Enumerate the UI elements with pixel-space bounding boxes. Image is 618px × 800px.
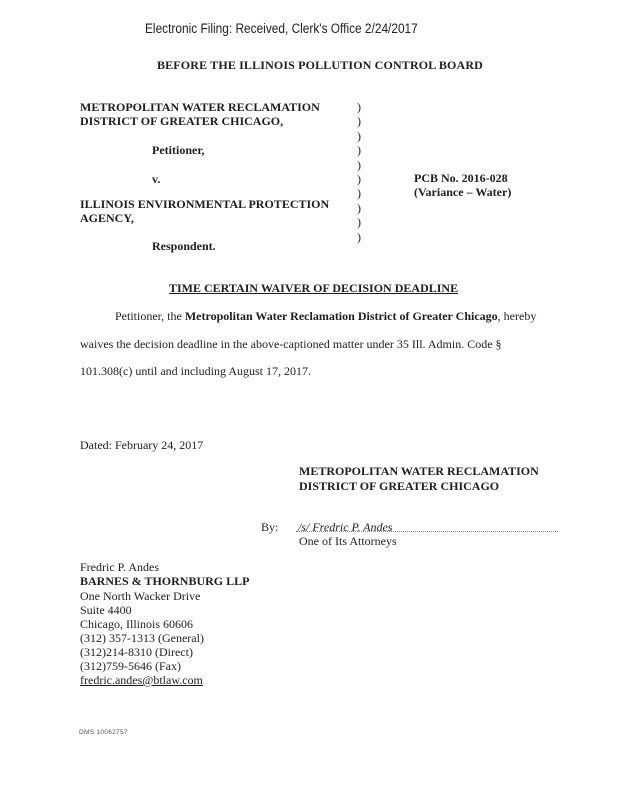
- respondent-name-line2: AGENCY,: [80, 211, 134, 225]
- address-city: Chicago, Illinois 60606: [80, 617, 193, 631]
- filing-header: Electronic Filing: Received, Clerk's Office 2/24/2017: [145, 21, 418, 36]
- phone-general: (312) 357-1313 (General): [80, 631, 204, 645]
- law-firm-name: BARNES & THORNBURG LLP: [80, 574, 250, 588]
- versus-label: v.: [152, 172, 161, 186]
- by-label: By:: [261, 520, 279, 534]
- attorney-role: One of Its Attorneys: [299, 534, 397, 548]
- paren: ): [357, 114, 361, 129]
- signature-org-line1: METROPOLITAN WATER RECLAMATION: [299, 464, 539, 478]
- body-line-3: 101.308(c) until and including August 17, 2017.: [80, 364, 311, 378]
- body-line-1-suffix: , hereby: [497, 309, 537, 323]
- paren: ): [357, 171, 361, 186]
- paren: ): [357, 143, 361, 158]
- document-id-footer: DMS 10062757: [79, 729, 128, 736]
- address-line-1: One North Wacker Drive: [80, 589, 201, 603]
- petitioner-name-line2: DISTRICT OF GREATER CHICAGO,: [80, 114, 284, 128]
- paren: ): [357, 215, 361, 230]
- petitioner-bold-name: Metropolitan Water Reclamation District of Greater Chicago: [184, 309, 498, 323]
- paren: ): [357, 200, 361, 215]
- fax-number: (312)759-5646 (Fax): [80, 659, 181, 673]
- signature-line: [296, 531, 558, 532]
- email-link[interactable]: fredric.andes@btlaw.com: [80, 673, 203, 687]
- document-title: TIME CERTAIN WAIVER OF DECISION DEADLINE: [169, 281, 459, 295]
- respondent-name-line1: ILLINOIS ENVIRONMENTAL PROTECTION: [80, 197, 330, 211]
- petitioner-role: Petitioner,: [152, 143, 205, 157]
- petitioner-name-line1: METROPOLITAN WATER RECLAMATION: [80, 100, 320, 114]
- date-line: Dated: February 24, 2017: [80, 438, 204, 452]
- case-type: (Variance – Water): [414, 185, 512, 199]
- paren: ): [357, 186, 361, 201]
- caption-parentheses: [357, 100, 367, 244]
- signature-org-line2: DISTRICT OF GREATER CHICAGO: [299, 479, 500, 493]
- body-line-1: [115, 309, 536, 324]
- attorney-name: Fredric P. Andes: [80, 560, 159, 574]
- respondent-role: Respondent.: [152, 239, 216, 253]
- paren: ): [357, 229, 361, 244]
- phone-direct: (312)214-8310 (Direct): [80, 645, 193, 659]
- paren: ): [357, 128, 361, 143]
- body-line-1-prefix: Petitioner, the: [115, 309, 185, 323]
- body-line-2: waives the decision deadline in the above-captioned matter under 35 Ill. Admin. Code §: [80, 337, 502, 351]
- paren: ): [357, 100, 361, 114]
- electronic-signature: /s/ Fredric P. Andes: [298, 520, 393, 534]
- case-number: PCB No. 2016-028: [414, 171, 508, 185]
- paren: ): [357, 157, 361, 172]
- address-line-2: Suite 4400: [80, 603, 132, 617]
- board-title: BEFORE THE ILLINOIS POLLUTION CONTROL BOARD: [157, 58, 483, 72]
